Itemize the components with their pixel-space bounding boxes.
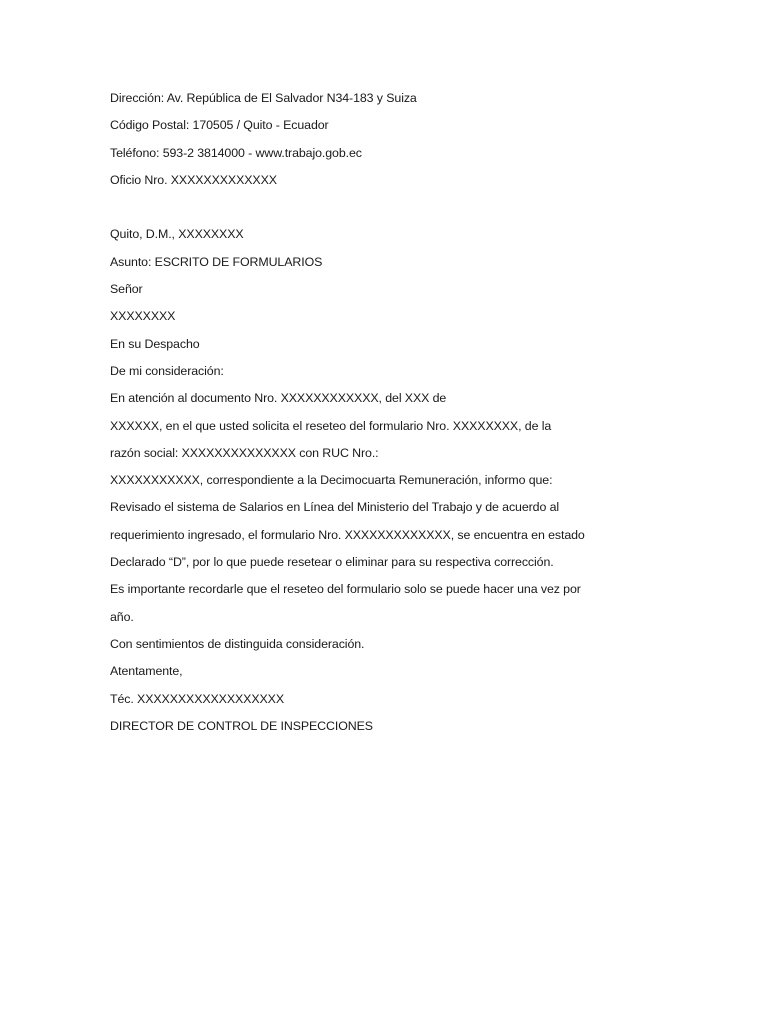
body-line: año. bbox=[110, 609, 134, 624]
body-line: Declarado “D”, por lo que puede resetear o eliminar para su respectiva corrección. bbox=[110, 555, 554, 570]
farewell: Atentamente, bbox=[110, 664, 183, 679]
body-line: En atención al documento Nro. XXXXXXXXXXXX, del XXX de bbox=[110, 391, 447, 406]
salutation: Señor bbox=[110, 282, 143, 297]
phone-line: Teléfono: 593-2 3814000 - www.trabajo.gob.ec bbox=[110, 145, 362, 160]
oficio-number: Oficio Nro. XXXXXXXXXXXXX bbox=[110, 172, 277, 187]
body-line: Revisado el sistema de Salarios en Línea del Ministerio del Trabajo y de acuerdo al bbox=[110, 500, 560, 515]
postal-code-line: Código Postal: 170505 / Quito - Ecuador bbox=[110, 118, 329, 133]
letter-body bbox=[110, 85, 650, 740]
letterhead bbox=[110, 85, 650, 194]
body-line: razón social: XXXXXXXXXXXXXX con RUC Nro.: bbox=[110, 445, 379, 460]
letter-content bbox=[110, 358, 650, 631]
body-line: XXXXXXXXXXX, correspondiente a la Decimocuarta Remuneración, informo que: bbox=[110, 473, 553, 488]
subject-line: Asunto: ESCRITO DE FORMULARIOS bbox=[110, 254, 323, 269]
letter-closing bbox=[110, 631, 650, 740]
letter-heading bbox=[110, 221, 650, 357]
body-line: requerimiento ingresado, el formulario Nro. XXXXXXXXXXXXX, se encuentra en estado bbox=[110, 527, 585, 542]
greeting: De mi consideración: bbox=[110, 363, 224, 378]
body-line: XXXXXX, en el que usted solicita el reseteo del formulario Nro. XXXXXXXX, de la bbox=[110, 418, 552, 433]
recipient-name: XXXXXXXX bbox=[110, 309, 176, 324]
address-line: Dirección: Av. República de El Salvador N34-183 y Suiza bbox=[110, 91, 417, 105]
signer-name: Téc. XXXXXXXXXXXXXXXXXX bbox=[110, 691, 285, 706]
place-date: Quito, D.M., XXXXXXXX bbox=[110, 227, 244, 242]
recipient-office: En su Despacho bbox=[110, 336, 200, 351]
blank-spacer bbox=[110, 194, 650, 221]
signer-position: DIRECTOR DE CONTROL DE INSPECCIONES bbox=[110, 718, 373, 733]
body-line: Es importante recordarle que el reseteo del formulario solo se puede hacer una vez por bbox=[110, 582, 581, 597]
courtesy-closing: Con sentimientos de distinguida consideración. bbox=[110, 636, 365, 651]
